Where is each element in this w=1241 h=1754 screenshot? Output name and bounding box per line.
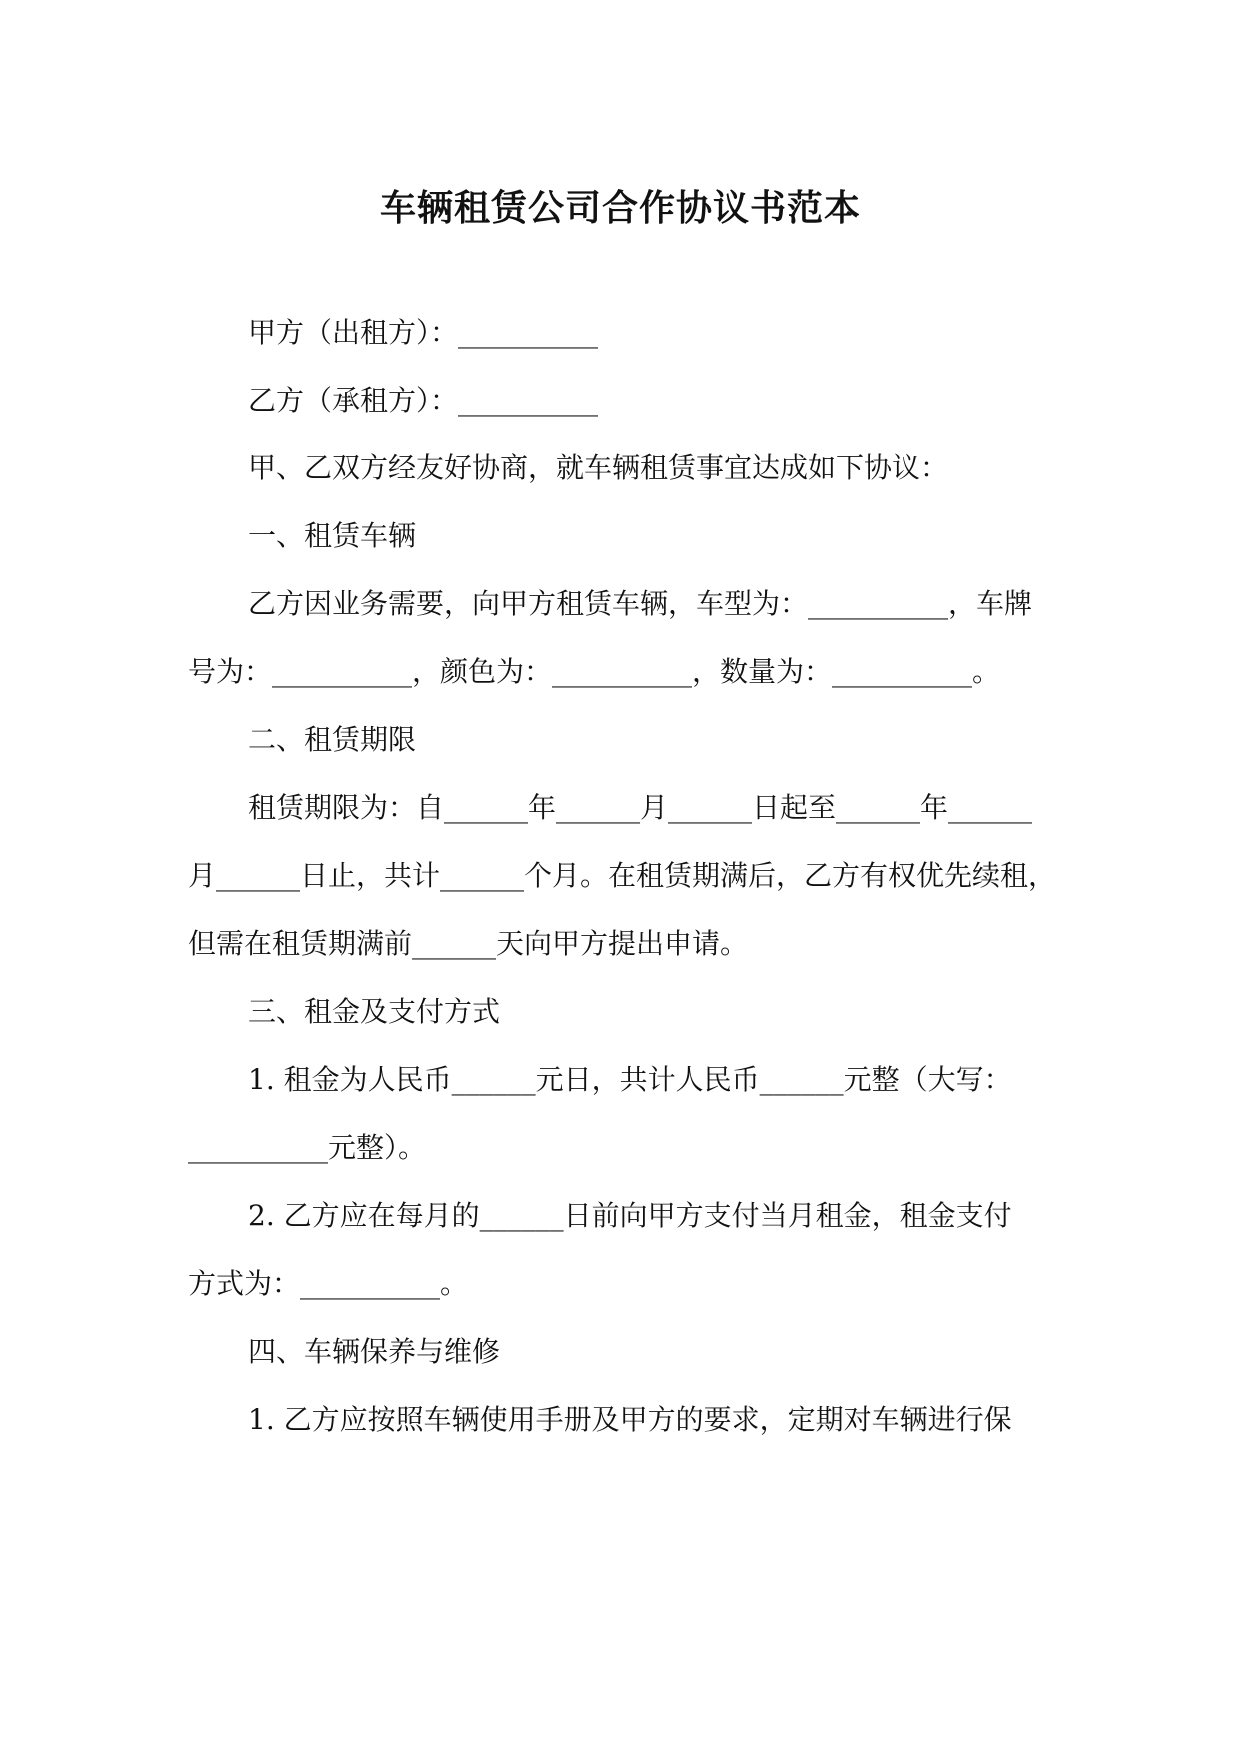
- section-heading-1: 一、租赁车辆: [248, 519, 417, 552]
- clause-2-line-3: 但需在租赁期满前______天向甲方提出申请。: [188, 927, 749, 960]
- clause-3-1-line-1: 1. 租金为人民币______元日，共计人民币______元整（大写：: [248, 1063, 1012, 1096]
- preamble-paragraph: 甲、乙双方经友好协商，就车辆租赁事宜达成如下协议：: [248, 451, 949, 484]
- clause-1-line-2: 号为：__________，颜色为：__________，数量为：__________。: [188, 655, 1001, 688]
- clause-3-1-line-2: __________元整）。: [188, 1131, 427, 1164]
- clause-3-2-line-2: 方式为：__________。: [188, 1267, 469, 1300]
- party-b-line: 乙方（承租方）：__________: [248, 384, 599, 417]
- clause-2-line-2: 月______日止，共计______个月。在租赁期满后，乙方有权优先续租，: [188, 859, 1057, 892]
- clause-2-line-1: 租赁期限为：自______年______月______日起至______年______: [248, 791, 1033, 824]
- section-heading-4: 四、车辆保养与维修: [248, 1335, 501, 1368]
- clause-3-2-line-1: 2. 乙方应在每月的______日前向甲方支付当月租金，租金支付: [248, 1199, 1012, 1232]
- clause-1-line-1: 乙方因业务需要，向甲方租赁车辆，车型为：__________，车牌: [248, 587, 1033, 620]
- clause-4-1-line-1: 1. 乙方应按照车辆使用手册及甲方的要求，定期对车辆进行保: [248, 1403, 1012, 1436]
- section-heading-2: 二、租赁期限: [248, 723, 417, 756]
- section-heading-3: 三、租金及支付方式: [248, 995, 501, 1028]
- document-title: 车辆租赁公司合作协议书范本: [379, 187, 861, 229]
- party-a-line: 甲方（出租方）：__________: [248, 316, 599, 349]
